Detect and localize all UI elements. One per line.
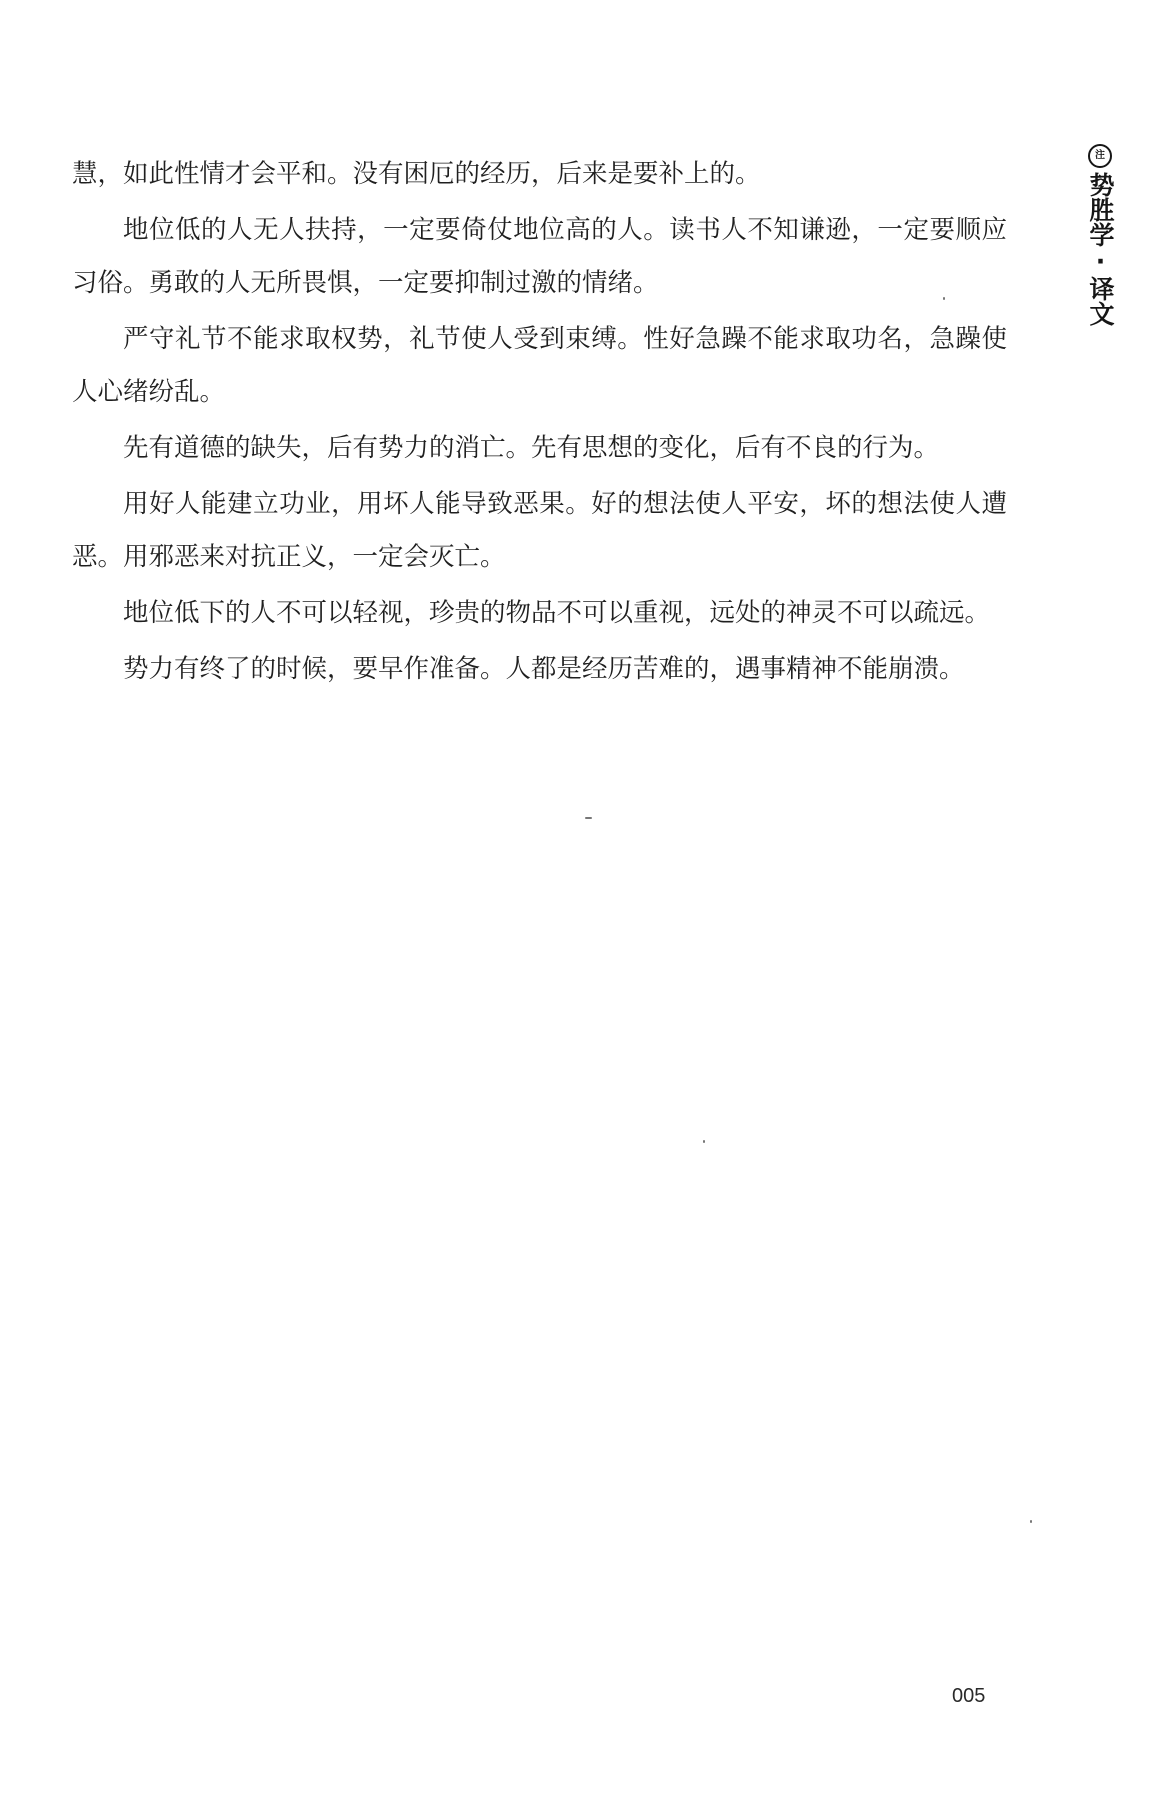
paragraph-1: 慧，如此性情才会平和。没有困厄的经历，后来是要补上的。 — [72, 159, 761, 189]
paragraph-3: 严守礼节不能求取权势，礼节使人受到束缚。性好急躁不能求取功名，急躁使人心绪纷乱。 — [72, 324, 1007, 407]
paragraph-6: 地位低下的人不可以轻视，珍贵的物品不可以重视，远处的神灵不可以疏远。 — [123, 598, 991, 628]
scan-speck — [703, 1140, 705, 1143]
scan-speck — [585, 817, 592, 819]
running-head — [1080, 136, 1120, 326]
scan-speck — [1030, 1520, 1032, 1523]
body-text — [72, 148, 1007, 699]
paragraph-4: 先有道德的缺失，后有势力的消亡。先有思想的变化，后有不良的行为。 — [123, 433, 940, 463]
paragraph-7: 势力有终了的时候，要早作准备。人都是经历苦难的，遇事精神不能崩溃。 — [123, 654, 965, 684]
annotation-badge: 注 — [1088, 144, 1112, 168]
paragraph-5: 用好人能建立功业，用坏人能导致恶果。好的想法使人平安，坏的想法使人遭恶。用邪恶来对抗正义，一定会灭亡。 — [72, 489, 1007, 572]
scan-speck — [943, 297, 945, 300]
page-number: 005 — [952, 1685, 986, 1707]
running-title: 势胜学·译文 — [1086, 172, 1115, 326]
paragraph-2: 地位低的人无人扶持，一定要倚仗地位高的人。读书人不知谦逊，一定要顺应习俗。勇敢的人无所畏惧，一定要抑制过激的情绪。 — [72, 215, 1007, 298]
